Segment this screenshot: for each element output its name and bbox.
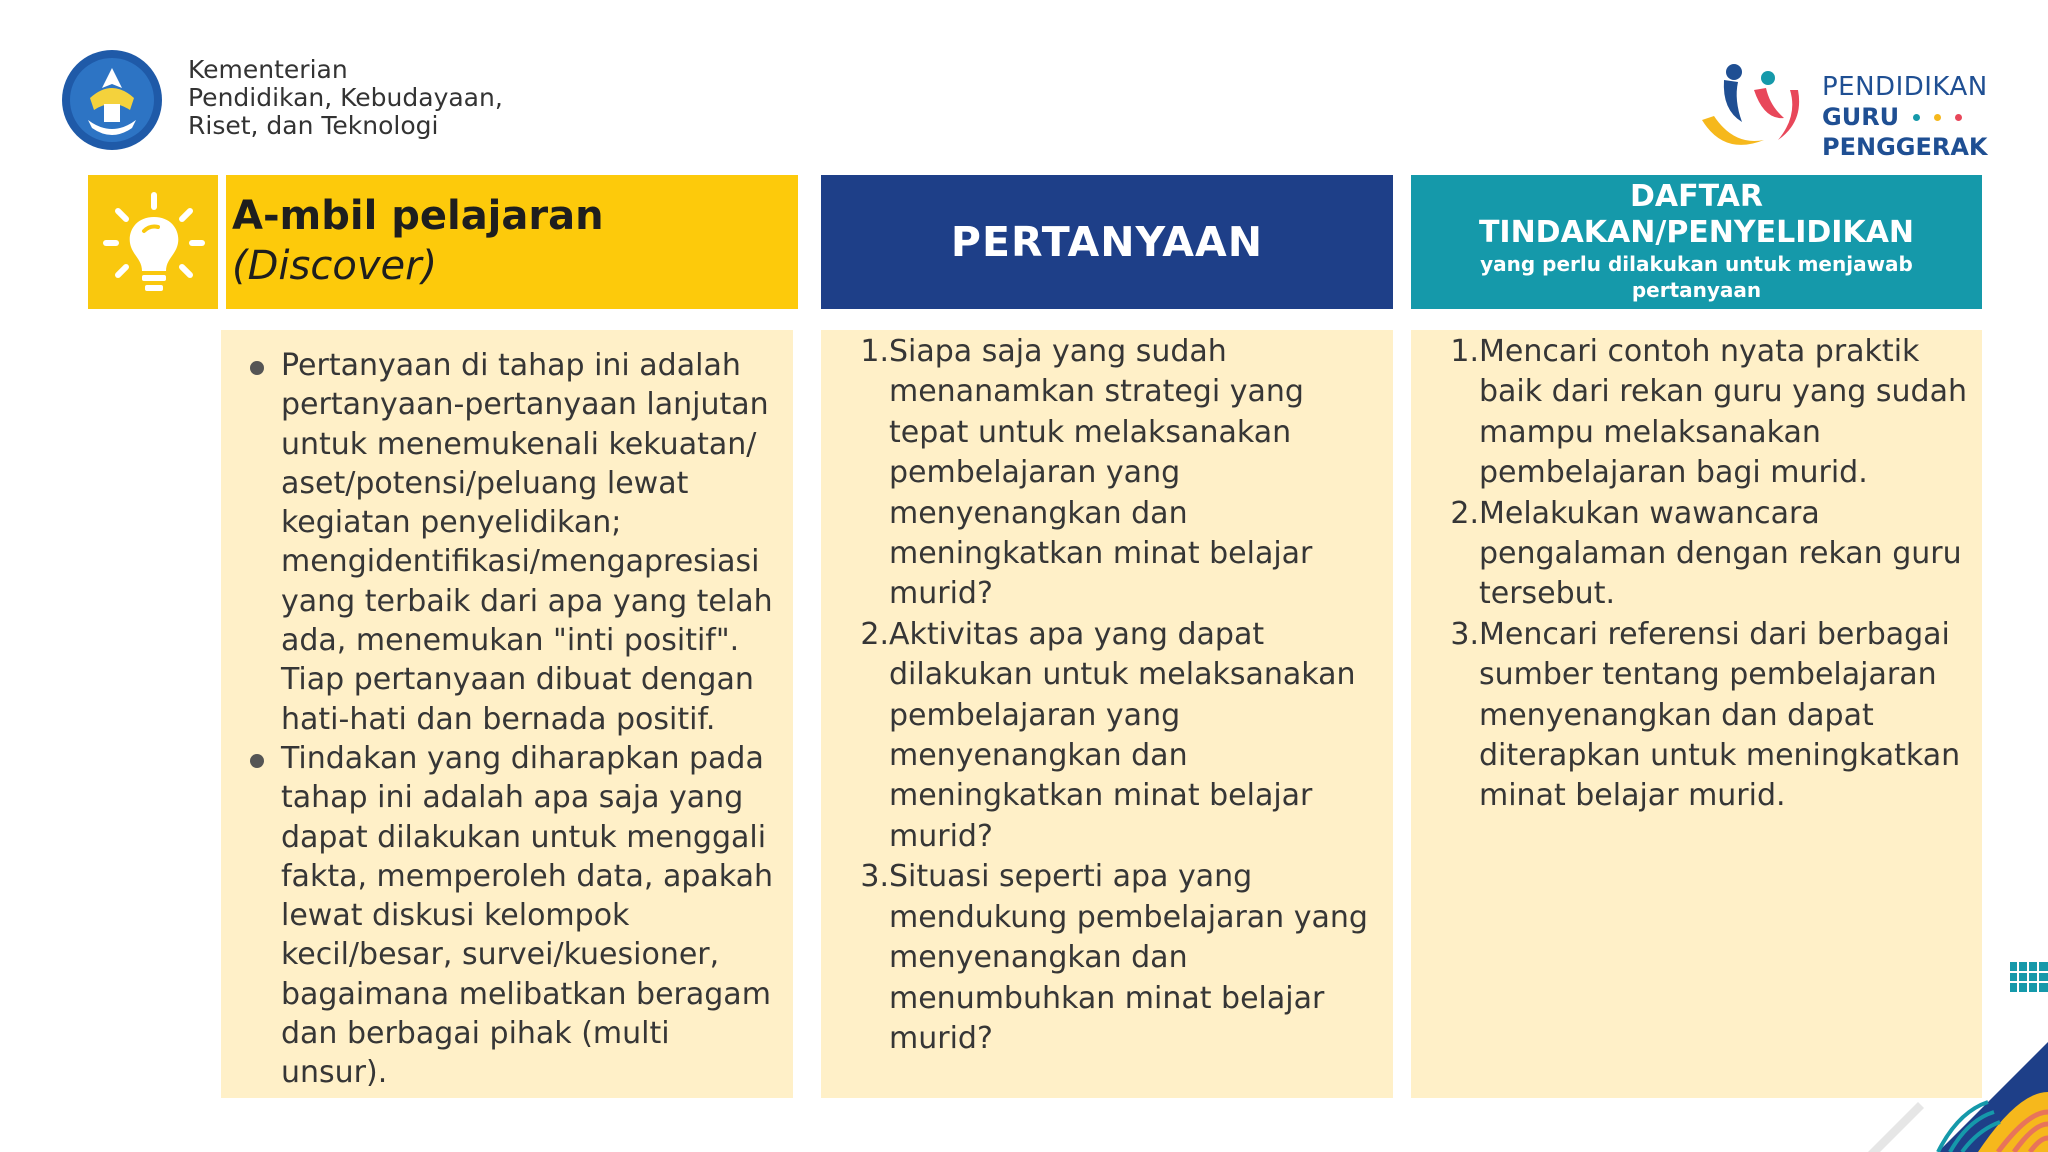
bullet-text: Tindakan yang diharapkan pada tahap ini adalah apa saja yang dapat dilakukan untuk menggali fakta, memperoleh data, apakah lewat diskusi kelompok kecil/besar, survei/kuesioner, bagaimana melibatkan beragam dan berbagai pihak (multi unsur). (281, 740, 774, 1091)
list-item (281, 346, 783, 739)
dot-icon (1934, 114, 1941, 121)
discover-panel (221, 330, 793, 1098)
item-text: Melakukan wawancara pengalaman dengan rekan guru tersebut. (1479, 495, 1962, 612)
item-number: 1. (860, 334, 889, 369)
list-item (1447, 332, 1978, 494)
program-line-2-text: GURU (1822, 103, 1900, 131)
ministry-line-2: Pendidikan, Kebudayaan, (188, 83, 503, 112)
item-text: Situasi seperti apa yang mendukung pembelajaran yang menyenangkan dan menumbuhkan minat belajar murid? (889, 859, 1368, 1056)
questions-list (857, 332, 1389, 1059)
questions-title: PERTANYAAN (950, 218, 1264, 266)
lightbulb-icon (88, 175, 218, 309)
discover-bullet-list (281, 346, 783, 1093)
list-item (1447, 615, 1978, 817)
discover-header (226, 175, 798, 309)
dot-icon (1913, 114, 1920, 121)
list-item (281, 739, 783, 1093)
discover-title: A-mbil pelajaran (232, 193, 604, 239)
actions-title-line-2: TINDAKAN/PENYELIDIKAN (1478, 215, 1915, 250)
discover-subtitle: (Discover) (232, 243, 438, 289)
actions-list (1447, 332, 1978, 817)
ministry-line-1: Kementerian (188, 55, 348, 84)
bullet-icon (250, 754, 264, 768)
dot-icon (1955, 114, 1962, 121)
actions-title-line-1: DAFTAR (1629, 179, 1764, 214)
decorative-corner-graphic (1788, 962, 2048, 1152)
list-item (857, 615, 1389, 857)
discover-icon-box (88, 175, 218, 309)
bullet-text: Pertanyaan di tahap ini adalah pertanyaan-pertanyaan lanjutan untuk menemukenali kekuatan/ aset/potensi/peluang lewat kegiatan penyelidikan; mengidentifikasi/mengapresiasi yang terbaik dari apa yang telah ada, menemukan "inti positif". Tiap pertanyaan dibuat dengan hati-hati dan bernada positif. (281, 348, 773, 737)
list-item (1447, 494, 1978, 615)
list-item (857, 857, 1389, 1059)
program-line-2 (1822, 102, 1988, 132)
item-number: 3. (1450, 616, 1479, 652)
questions-panel (821, 330, 1393, 1098)
ministry-line-3: Riset, dan Teknologi (188, 111, 439, 140)
program-line-1: PENDIDIKAN (1822, 72, 1988, 102)
item-number: 2. (1450, 495, 1479, 531)
bullet-icon (250, 361, 264, 375)
item-text: Mencari contoh nyata praktik baik dari rekan guru yang sudah mampu melaksanakan pembelajaran bagi murid. (1479, 334, 1967, 491)
list-item (857, 332, 1389, 615)
item-text: Siapa saja yang sudah menanamkan strategi yang tepat untuk melaksanakan pembelajaran yang menyenangkan dan meningkatkan minat belajar murid? (889, 334, 1313, 612)
item-text: Aktivitas apa yang dapat dilakukan untuk melaksanakan pembelajaran yang menyenangkan dan meningkatkan minat belajar murid? (889, 616, 1356, 854)
ministry-name (188, 56, 503, 140)
actions-subtitle: yang perlu dilakukan untuk menjawab pertanyaan (1480, 252, 1913, 302)
guru-penggerak-logo (1694, 60, 1814, 156)
item-text: Mencari referensi dari berbagai sumber tentang pembelajaran menyenangkan dan dapat diterapkan untuk meningkatkan minat belajar murid. (1479, 616, 1961, 814)
kemdikbud-logo (60, 48, 164, 152)
actions-header (1411, 175, 1982, 309)
item-number: 1. (1450, 334, 1479, 369)
program-line-3: PENGGERAK (1822, 133, 1988, 161)
item-number: 3. (860, 859, 889, 895)
program-name (1822, 72, 1988, 162)
questions-header (821, 175, 1393, 309)
item-number: 2. (860, 616, 889, 652)
